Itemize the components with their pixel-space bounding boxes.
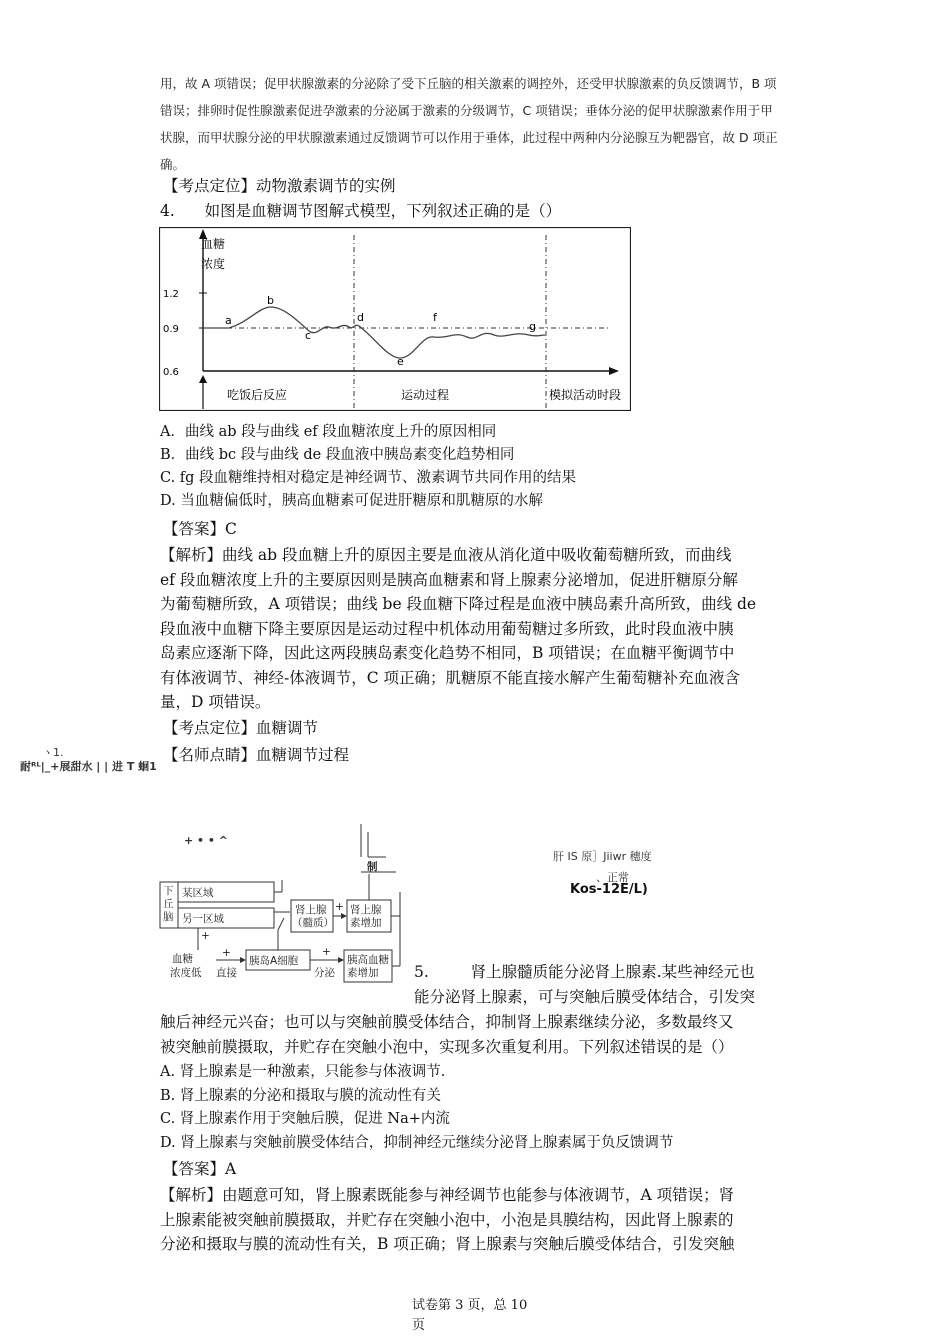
q5-analysis-line: 【解析】由题意可知，肾上腺素既能参与神经调节也能参与体液调节，A 项错误；肾 <box>160 1186 735 1204</box>
point-label-d: d <box>357 311 364 324</box>
q4-stem-text: 如图是血糖调节图解式模型，下列叙述正确的是（） <box>204 202 562 220</box>
q4-analysis-line: 为葡萄糖所致，A 项错误；曲线 be 段血糖下降过程是血液中胰岛素升高所致，曲线 de <box>160 595 757 613</box>
blood-sugar-regulation-diagram <box>158 822 418 987</box>
q4-analysis-line: 段血液中血糖下降主要原因是运动过程中机体动用葡萄糖过多所致，此时段血液中胰 <box>160 619 734 638</box>
q5-number: 5. <box>414 963 429 981</box>
diagram-text: 分泌 <box>314 967 335 979</box>
q4-analysis <box>160 543 800 715</box>
ocr-artifact: Kos-12E/L) <box>570 882 648 897</box>
phase-label-exercise: 运动过程 <box>401 388 450 402</box>
ocr-artifact: 肝 IS 原］Jiiwr 穗度 <box>553 850 652 863</box>
q4-option-a: A．曲线 ab 段与曲线 ef 段血糖浓度上升的原因相同 <box>160 424 497 440</box>
prev-analysis <box>160 73 800 175</box>
diagram-text: + <box>222 947 231 959</box>
page-footer <box>412 1296 527 1336</box>
footer-line: 试卷第 3 页，总 10 <box>412 1298 528 1313</box>
q4-option-d: D. 当血糖偏低时，胰高血糖素可促进肝糖原和肌糖原的水解 <box>160 493 543 509</box>
q5-stem-top <box>414 960 804 1010</box>
diagram-text: + <box>335 901 344 913</box>
diagram-text: + <box>201 930 210 942</box>
footer-line: 页 <box>412 1318 426 1333</box>
prev-analysis-line: 错误；排卵时促性腺激素促进孕激素的分泌属于激素的分级调节，C 项错误；垂体分泌的促甲状腺激素作用于甲 <box>160 103 773 118</box>
arrow-head <box>240 957 246 963</box>
blood-sugar-chart <box>159 227 631 411</box>
chart-ylabel-1: 血糖 <box>201 237 226 251</box>
chart-ylabel-2: 浓度 <box>201 257 226 271</box>
diagram-text: （髓质） <box>292 917 334 929</box>
q5-stem-line: 能分泌肾上腺素，可与突触后膜受体结合，引发突 <box>414 988 756 1006</box>
point-label-f: f <box>433 311 437 324</box>
q5-stem-line: 被突触前膜摄取，并贮存在突触小泡中，实现多次重复利用。下列叙述错误的是（） <box>160 1038 734 1056</box>
diagram-text: 直接 <box>216 967 237 979</box>
diagram-text: 肾上腺 <box>350 904 382 916</box>
diagram-text: 另一区域 <box>182 913 224 925</box>
q4-analysis-line: 岛素应逐渐下降，因此这两段胰岛素变化趋势不相同，B 项错误；在血糖平衡调节中 <box>160 644 735 662</box>
y-tick-label: 0.6 <box>163 367 179 378</box>
point-label-e: e <box>397 355 404 368</box>
q5-option-a: A. 肾上腺素是一种激素，只能参与体液调节. <box>160 1064 446 1080</box>
phase-label-meal: 吃饭后反应 <box>227 388 288 402</box>
diagram-text: 某区域 <box>182 887 214 899</box>
q5-analysis-line: 分泌和摄取与膜的流动性有关，B 项正确；肾上腺素与突触后膜受体结合，引发突触 <box>160 1235 735 1253</box>
ocr-artifact: 耐ᴿᴸ|_+展甜水 | | 进 T 蛔1 <box>20 760 157 773</box>
q5-stem-line: 触后神经元兴奋；也可以与突触前膜受体结合，抑制肾上腺素继续分泌，多数最终又 <box>160 1013 734 1031</box>
q5-option-d: D. 肾上腺素与突触前膜受体结合，抑制神经元继续分泌肾上腺素属于负反馈调节 <box>160 1134 674 1151</box>
diagram-text: 制 <box>367 861 378 873</box>
prev-analysis-line: 用，故 A 项错误；促甲状腺激素的分泌除了受下丘脑的相关激素的调控外，还受甲状腺激素的负反馈调节，B 项 <box>160 76 777 91</box>
q5-option-b: B. 肾上腺素的分泌和摄取与膜的流动性有关 <box>160 1087 441 1104</box>
q5-analysis-line: 上腺素能被突触前膜摄取，并贮存在突触小泡中，小泡是具膜结构，因此肾上腺素的 <box>160 1210 734 1229</box>
y-tick-label: 0.9 <box>163 324 179 335</box>
diagram-text: + <box>322 946 331 958</box>
diagram-text: 胰高血糖 <box>347 954 389 966</box>
arrow-head <box>338 957 344 963</box>
point-label-c: c <box>305 329 312 342</box>
q4-options <box>160 421 576 513</box>
q5-stem-line: 肾上腺髓质能分泌肾上腺素.某些神经元也 <box>470 963 755 981</box>
diagram-text: 胰岛A细胞 <box>249 955 299 967</box>
diagram-text: 素增加 <box>350 917 382 929</box>
diagram-text: 肾上腺 <box>295 904 327 916</box>
y-tick-label: 1.2 <box>163 289 179 300</box>
q4-teacher-note: 【名师点睛】血糖调节过程 <box>163 746 350 764</box>
diagram-text: 浓度低 <box>170 967 202 979</box>
diagram-text: 素增加 <box>347 967 379 979</box>
q4-kaodian: 【考点定位】血糖调节 <box>163 719 319 737</box>
q4-analysis-line: 【解析】曲线 ab 段血糖上升的原因主要是血液从消化道中吸收葡萄糖所致，而曲线 <box>160 546 732 564</box>
q5-option-c: C. 肾上腺素作用于突触后膜，促进 Na+内流 <box>160 1111 450 1127</box>
arrow-head <box>341 913 347 919</box>
ocr-artifact: 、正常 <box>596 871 629 884</box>
ocr-artifact: + • • ^ <box>184 834 228 847</box>
q4-option-c: C. fg 段血糖维持相对稳定是神经调节、激素调节共同作用的结果 <box>160 470 577 486</box>
q4-analysis-line: 量，D 项错误。 <box>160 693 271 711</box>
prev-analysis-line: 状腺，而甲状腺分泌的甲状腺激素通过反馈调节可以作用于垂体，此过程中两种内分泌腺互为靶器官，故 D 项正 <box>160 130 778 145</box>
q4-analysis-line: ef 段血糖浓度上升的主要原因则是胰高血糖素和肾上腺素分泌增加，促进肝糖原分解 <box>160 570 738 589</box>
point-label-b: b <box>267 294 274 307</box>
phase-label-simulated: 模拟活动时段 <box>549 388 622 402</box>
q5-answer: 【答案】A <box>163 1160 237 1178</box>
point-label-a: a <box>225 314 232 327</box>
q5-analysis <box>160 1183 805 1257</box>
diagram-text: 下 <box>163 885 174 897</box>
q4-answer: 【答案】C <box>163 520 237 538</box>
diagram-text: 丘 <box>163 898 174 910</box>
ocr-artifact: ヽ1. <box>42 746 64 759</box>
q4-number: 4. <box>160 202 175 220</box>
diagram-text: 血糖 <box>172 953 193 965</box>
diagram-line <box>278 918 284 930</box>
q5-stem-bottom <box>160 1010 810 1060</box>
q4-option-b: B．曲线 bc 段与曲线 de 段血液中胰岛素变化趋势相同 <box>160 447 515 463</box>
q5-options <box>160 1061 673 1155</box>
diagram-text: 脑 <box>163 911 174 923</box>
q4-stem <box>160 200 561 223</box>
prev-kaodian: 【考点定位】动物激素调节的实例 <box>163 177 396 195</box>
point-label-g: g <box>529 320 536 333</box>
prev-analysis-line: 确。 <box>160 157 186 172</box>
q4-analysis-line: 有体液调节、神经-体液调节，C 项正确；肌糖原不能直接水解产生葡萄糖补充血液含 <box>160 668 741 687</box>
